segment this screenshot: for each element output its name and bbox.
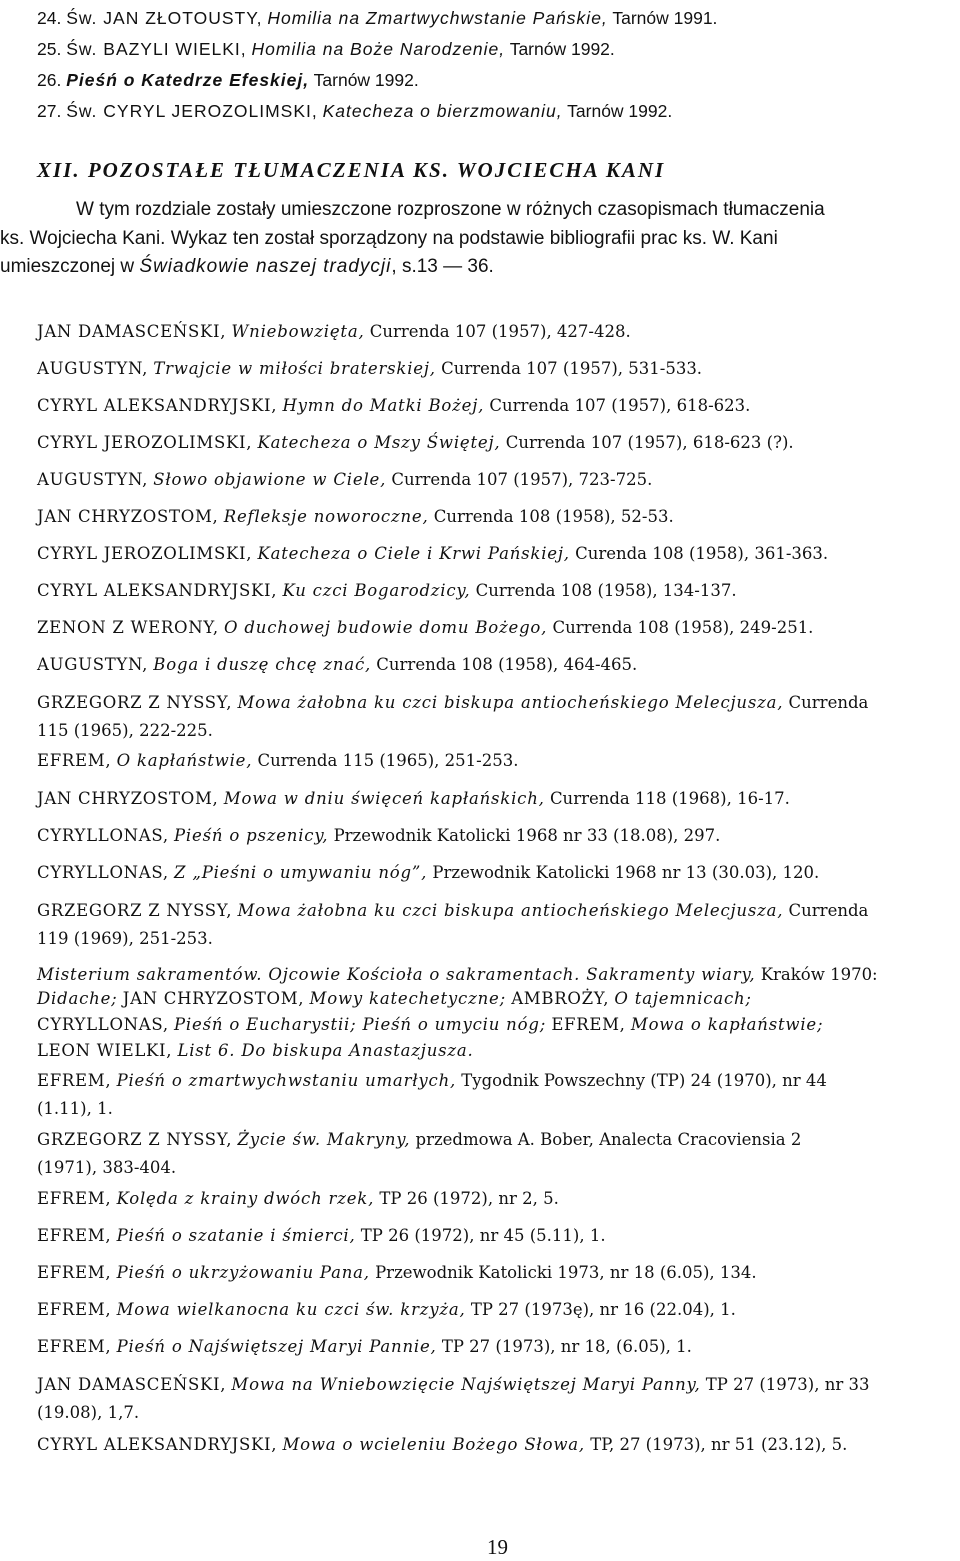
entry-continuation: (1971), 383-404. [37,1158,177,1177]
bibliography-entry [37,354,959,384]
entry-source: TP 27 (1973), nr 33 [705,1375,870,1394]
entry-author: AUGUSTYN, [37,470,149,489]
bibliography-entry [37,1221,959,1251]
entry-author: CYRYL ALEKSANDRYJSKI, [37,1435,278,1454]
entry-source: Currenda 115 (1965), 251-253. [257,751,519,770]
bibliography-entry [37,1066,959,1124]
bibliography-entry [37,1295,959,1325]
bibliography-entry [37,613,959,643]
bibliography-entry [37,1125,959,1183]
entry-title: Kolęda z krainy dwóch rzek, [116,1189,375,1208]
entry-author: EFREM, [37,1300,112,1319]
entry-author: GRZEGORZ Z NYSSY, [37,693,233,712]
entry-title: Pieśń o Najświętszej Maryi Pannie, [116,1337,437,1356]
entry-title: Pieśń o pszenicy, [174,826,329,845]
entry-source: Przewodnik Katolicki 1968 nr 33 (18.08), 297. [333,826,721,845]
entry-title: Mowa żałobna ku czci biskupa antiocheńskiego Melecjusza, [237,693,784,712]
entry-title: Pieśń o szatanie i śmierci, [116,1226,356,1245]
entry-author: EFREM, [37,1189,112,1208]
entry-title: Pieśń o ukrzyżowaniu Pana, [116,1263,370,1282]
entry-author: AUGUSTYN, [37,359,149,378]
entry-source: Curenda 108 (1958), 361-363. [575,544,829,563]
entry-continuation: (19.08), 1,7. [37,1403,140,1422]
entry-author: CYRYL JEROZOLIMSKI, [37,433,253,452]
list-item: 27. Św. CYRYL JEROZOLIMSKI, Katecheza o bierzmowaniu, Tarnów 1992. [37,101,673,121]
entry-title: Refleksje noworoczne, [223,507,429,526]
entry-source: Tygodnik Powszechny (TP) 24 (1970), nr 44 [461,1071,827,1090]
entry-title: Życie św. Makryny, [237,1130,411,1149]
entry-source: Currenda 108 (1958), 52-53. [433,507,674,526]
misterium-entry: Misterium sakramentów. Ojcowie Kościoła o sakramentach. Sakramenty wiary, Kraków 1970: Didache; JAN CHRYZOSTOM, Mowy katechetyczne; AMBROŻY, O tajemnicach; CYRYLLONAS, Pieśń o Eucharystii; Pieśń o umyciu nóg; EFREM, Mowa o kapłaństwie; LEON WIELKI, List 6. Do biskupa Anastazjusza. [37,965,878,1060]
intro-line: umieszczonej w Świadkowie naszej tradycji, s.13 — 36. [0,256,494,277]
bibliography-entry [37,539,959,569]
entry-author: CYRYLLONAS, [37,826,169,845]
entry-title: Ku czci Bogarodzicy, [282,581,471,600]
entry-source: Currenda 108 (1958), 249-251. [552,618,814,637]
entry-source: Currenda 107 (1957), 723-725. [391,470,653,489]
bibliography-entry [37,650,959,680]
bibliography-entry [37,502,959,532]
entry-title: Pieśń o zmartwychwstaniu umarłych, [116,1071,457,1090]
intro-line: W tym rozdziale zostały umieszczone rozproszone w różnych czasopismach tłumaczenia [76,199,825,220]
entry-title: Wniebowzięta, [231,322,365,341]
entry-title: Z „Pieśni o umywaniu nóg”, [174,863,428,882]
entry-author: EFREM, [37,1071,112,1090]
bibliography-entry [37,858,959,888]
entry-author: EFREM, [37,1263,112,1282]
list-item: 26. Pieśń o Katedrze Efeskiej, Tarnów 1992. [37,70,419,90]
entry-title: Mowa żałobna ku czci biskupa antiocheńskiego Melecjusza, [237,901,784,920]
entry-source: TP 27 (1973ę), nr 16 (22.04), 1. [470,1300,736,1319]
bibliography-entry [37,391,959,421]
bibliography-entry [37,688,959,746]
entry-source: Currenda 118 (1968), 16-17. [549,789,790,808]
bibliography-entry [37,1332,959,1362]
entry-title: Katecheza o Mszy Świętej, [257,433,501,452]
bibliography-entry [37,784,959,814]
entry-author: EFREM, [37,1226,112,1245]
entry-source: Currenda [788,901,869,920]
entry-source: Currenda [788,693,869,712]
entry-author: CYRYL JEROZOLIMSKI, [37,544,253,563]
entry-author: CYRYLLONAS, [37,863,169,882]
entry-title: Mowa o wcieleniu Bożego Słowa, [282,1435,585,1454]
entry-author: ZENON Z WERONY, [37,618,219,637]
intro-line: ks. Wojciecha Kani. Wykaz ten został sporządzony na podstawie bibliografii prac ks. W. Kani [0,228,778,249]
bibliography-entry [37,1184,959,1214]
entry-author: JAN DAMASCEŃSKI, [37,1375,227,1394]
entry-continuation: (1.11), 1. [37,1099,113,1118]
entry-author: EFREM, [37,751,112,770]
entry-author: GRZEGORZ Z NYSSY, [37,1130,233,1149]
entry-continuation: 115 (1965), 222-225. [37,721,213,740]
bibliography-entry [37,821,959,851]
entry-source: Przewodnik Katolicki 1968 nr 13 (30.03), 120. [432,863,820,882]
entry-source: Currenda 108 (1958), 134-137. [475,581,737,600]
entry-author: CYRYL ALEKSANDRYJSKI, [37,396,278,415]
entry-source: Currenda 107 (1957), 618-623. [489,396,751,415]
entry-source: Przewodnik Katolicki 1973, nr 18 (6.05), 134. [375,1263,757,1282]
entry-source: TP, 27 (1973), nr 51 (23.12), 5. [590,1435,848,1454]
entry-title: Hymn do Matki Bożej, [282,396,485,415]
entry-source: Currenda 107 (1957), 531-533. [441,359,703,378]
entry-title: O kapłaństwie, [116,751,253,770]
entry-author: EFREM, [37,1337,112,1356]
entry-author: JAN CHRYZOSTOM, [37,507,219,526]
entry-author: JAN DAMASCEŃSKI, [37,322,227,341]
bibliography-entry [37,465,959,495]
entry-title: Trwajcie w miłości braterskiej, [153,359,436,378]
entry-source: TP 27 (1973), nr 18, (6.05), 1. [441,1337,692,1356]
list-item: 24. Św. JAN ZŁOTOUSTY, Homilia na Zmartwychwstanie Pańskie, Tarnów 1991. [37,8,718,28]
entry-title: Mowa w dniu święceń kapłańskich, [223,789,545,808]
bibliography-entry [37,1430,959,1460]
page-number: 19 [487,1535,508,1559]
entry-source: TP 26 (1972), nr 45 (5.11), 1. [360,1226,606,1245]
entry-title: Mowa wielkanocna ku czci św. krzyża, [116,1300,466,1319]
bibliography-entry [37,428,959,458]
entry-author: GRZEGORZ Z NYSSY, [37,901,233,920]
entry-source: Currenda 107 (1957), 427-428. [369,322,631,341]
entry-title: Boga i duszę chcę znać, [153,655,372,674]
entry-title: Słowo objawione w Ciele, [153,470,387,489]
entry-source: przedmowa A. Bober, Analecta Cracoviensia 2 [415,1130,802,1149]
bibliography-entry [37,1370,959,1428]
entry-title: Katecheza o Ciele i Krwi Pańskiej, [257,544,570,563]
entry-source: Currenda 107 (1957), 618-623 (?). [505,433,794,452]
entry-continuation: 119 (1969), 251-253. [37,929,213,948]
entry-source: TP 26 (1972), nr 2, 5. [379,1189,559,1208]
entry-title: O duchowej budowie domu Bożego, [224,618,548,637]
bibliography-entry [37,1258,959,1288]
section-heading: XII. POZOSTAŁE TŁUMACZENIA KS. WOJCIECHA KANI [37,158,666,182]
entry-author: AUGUSTYN, [37,655,149,674]
bibliography-entry [37,317,959,347]
bibliography-entry [37,746,959,776]
bibliography-entry [37,896,959,954]
bibliography-entry [37,576,959,606]
entry-source: Currenda 108 (1958), 464-465. [376,655,638,674]
list-item: 25. Św. BAZYLI WIELKI, Homilia na Boże Narodzenie, Tarnów 1992. [37,39,615,59]
entry-title: Mowa na Wniebowzięcie Najświętszej Maryi Panny, [231,1375,701,1394]
entry-author: CYRYL ALEKSANDRYJSKI, [37,581,278,600]
entry-author: JAN CHRYZOSTOM, [37,789,219,808]
